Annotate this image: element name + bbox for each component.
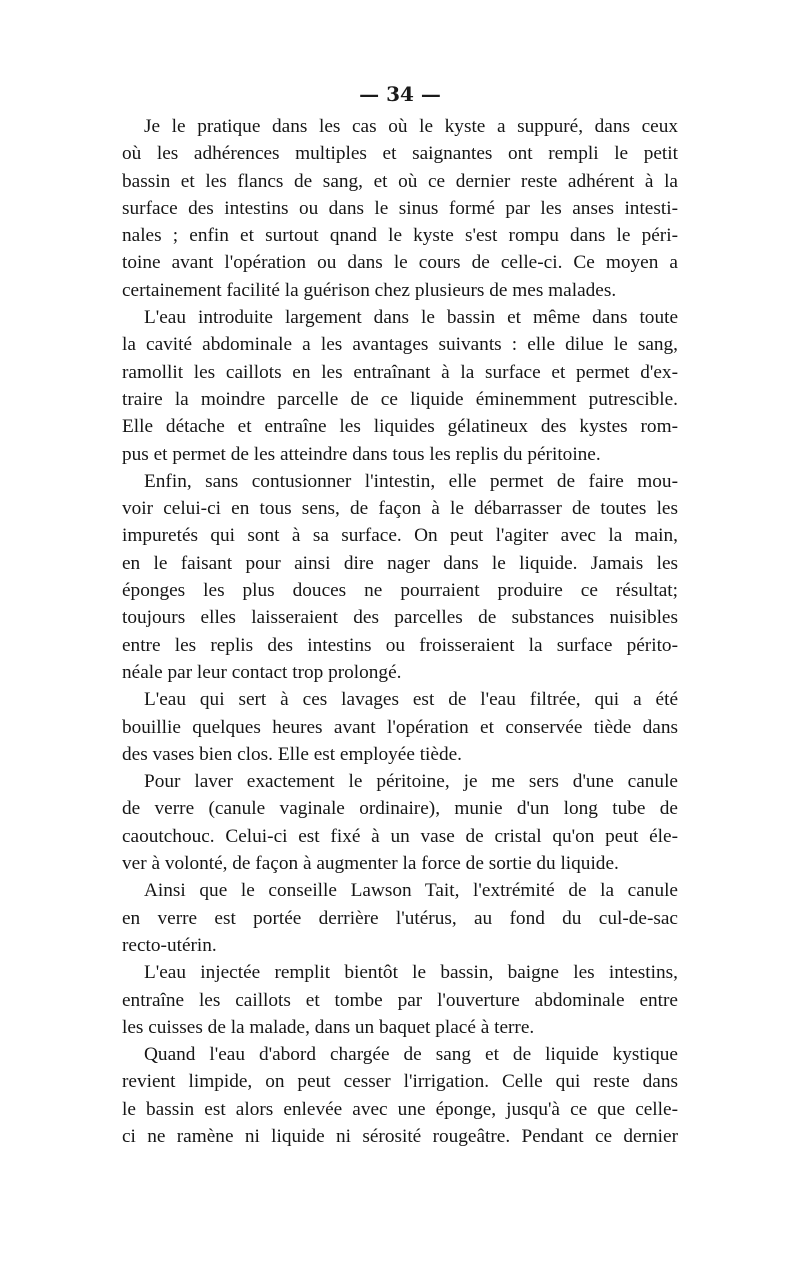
- text-line: pus et permet de les atteindre dans tous les replis du péritoine.: [122, 443, 601, 465]
- text-line: ci ne ramène ni liquide ni sérosité rougeâtre. Pendant ce dernier: [122, 1125, 678, 1147]
- text-line: de verre (canule vaginale ordinaire), munie d'un long tube de: [122, 798, 678, 820]
- text-line: néale par leur contact trop prolongé.: [122, 661, 402, 683]
- paragraph: [122, 768, 678, 877]
- text-line: L'eau qui sert à ces lavages est de l'eau filtrée, qui a été: [144, 689, 678, 711]
- text-line: bassin et les flancs de sang, et où ce dernier reste adhérent à la: [122, 170, 678, 192]
- text-line: où les adhérences multiples et saignantes ont rempli le petit: [122, 143, 678, 165]
- text-line: recto-utérin.: [122, 934, 217, 956]
- paragraph: [122, 959, 678, 1041]
- text-line: certainement facilité la guérison chez plusieurs de mes malades.: [122, 279, 617, 301]
- text-line: nales ; enfin et surtout qnand le kyste s'est rompu dans le péri-: [122, 225, 678, 247]
- paragraph: [122, 877, 678, 959]
- text-line: le bassin est alors enlevée avec une éponge, jusqu'à ce que celle-: [122, 1098, 678, 1120]
- text-line: impuretés qui sont à sa surface. On peut l'agiter avec la main,: [122, 525, 678, 547]
- page-number: — 34 —: [359, 82, 441, 106]
- text-line: des vases bien clos. Elle est employée tiède.: [122, 743, 462, 765]
- text-line: toujours elles laisseraient des parcelles de substances nuisibles: [122, 607, 678, 629]
- text-line: caoutchouc. Celui-ci est fixé à un vase de cristal qu'on peut éle-: [122, 825, 678, 847]
- text-line: en le faisant pour ainsi dire nager dans le liquide. Jamais les: [122, 552, 678, 574]
- text-line: la cavité abdominale a les avantages suivants : elle dilue le sang,: [122, 334, 678, 356]
- text-line: éponges les plus douces ne pourraient produire ce résultat;: [122, 580, 678, 602]
- text-line: L'eau introduite largement dans le bassin et même dans toute: [144, 307, 678, 329]
- body-text: [122, 113, 678, 1150]
- paragraph: [122, 113, 678, 304]
- text-line: les cuisses de la malade, dans un baquet placé à terre.: [122, 1016, 535, 1038]
- text-line: revient limpide, on peut cesser l'irrigation. Celle qui reste dans: [122, 1071, 678, 1093]
- text-line: Pour laver exactement le péritoine, je me sers d'une canule: [144, 771, 678, 793]
- paragraph: [122, 468, 678, 686]
- text-line: Elle détache et entraîne les liquides gélatineux des kystes rom-: [122, 416, 678, 438]
- text-line: Quand l'eau d'abord chargée de sang et de liquide kystique: [144, 1044, 678, 1066]
- text-line: Je le pratique dans les cas où le kyste a suppuré, dans ceux: [144, 116, 678, 137]
- paragraph: [122, 686, 678, 768]
- text-line: surface des intestins ou dans le sinus formé par les anses intesti-: [122, 197, 678, 219]
- paragraph: [122, 1041, 678, 1150]
- text-line: toine avant l'opération ou dans le cours de celle-ci. Ce moyen a: [122, 252, 678, 274]
- text-line: bouillie quelques heures avant l'opération et conservée tiède dans: [122, 716, 678, 738]
- text-line: ramollit les caillots en les entraînant à la surface et permet d'ex-: [122, 361, 678, 383]
- paragraph: [122, 304, 678, 468]
- text-line: voir celui-ci en tous sens, de façon à le débarrasser de toutes les: [122, 498, 678, 520]
- text-line: Ainsi que le conseille Lawson Tait, l'extrémité de la canule: [144, 880, 678, 902]
- text-line: L'eau injectée remplit bientôt le bassin, baigne les intestins,: [144, 962, 678, 984]
- text-line: traire la moindre parcelle de ce liquide éminemment putrescible.: [122, 388, 678, 410]
- text-line: entre les replis des intestins ou froisseraient la surface périto-: [122, 634, 678, 656]
- text-line: entraîne les caillots et tombe par l'ouverture abdominale entre: [122, 989, 678, 1011]
- text-line: Enfin, sans contusionner l'intestin, elle permet de faire mou-: [144, 470, 678, 492]
- text-line: en verre est portée derrière l'utérus, au fond du cul-de-sac: [122, 907, 678, 929]
- text-line: ver à volonté, de façon à augmenter la force de sortie du liquide.: [122, 853, 619, 875]
